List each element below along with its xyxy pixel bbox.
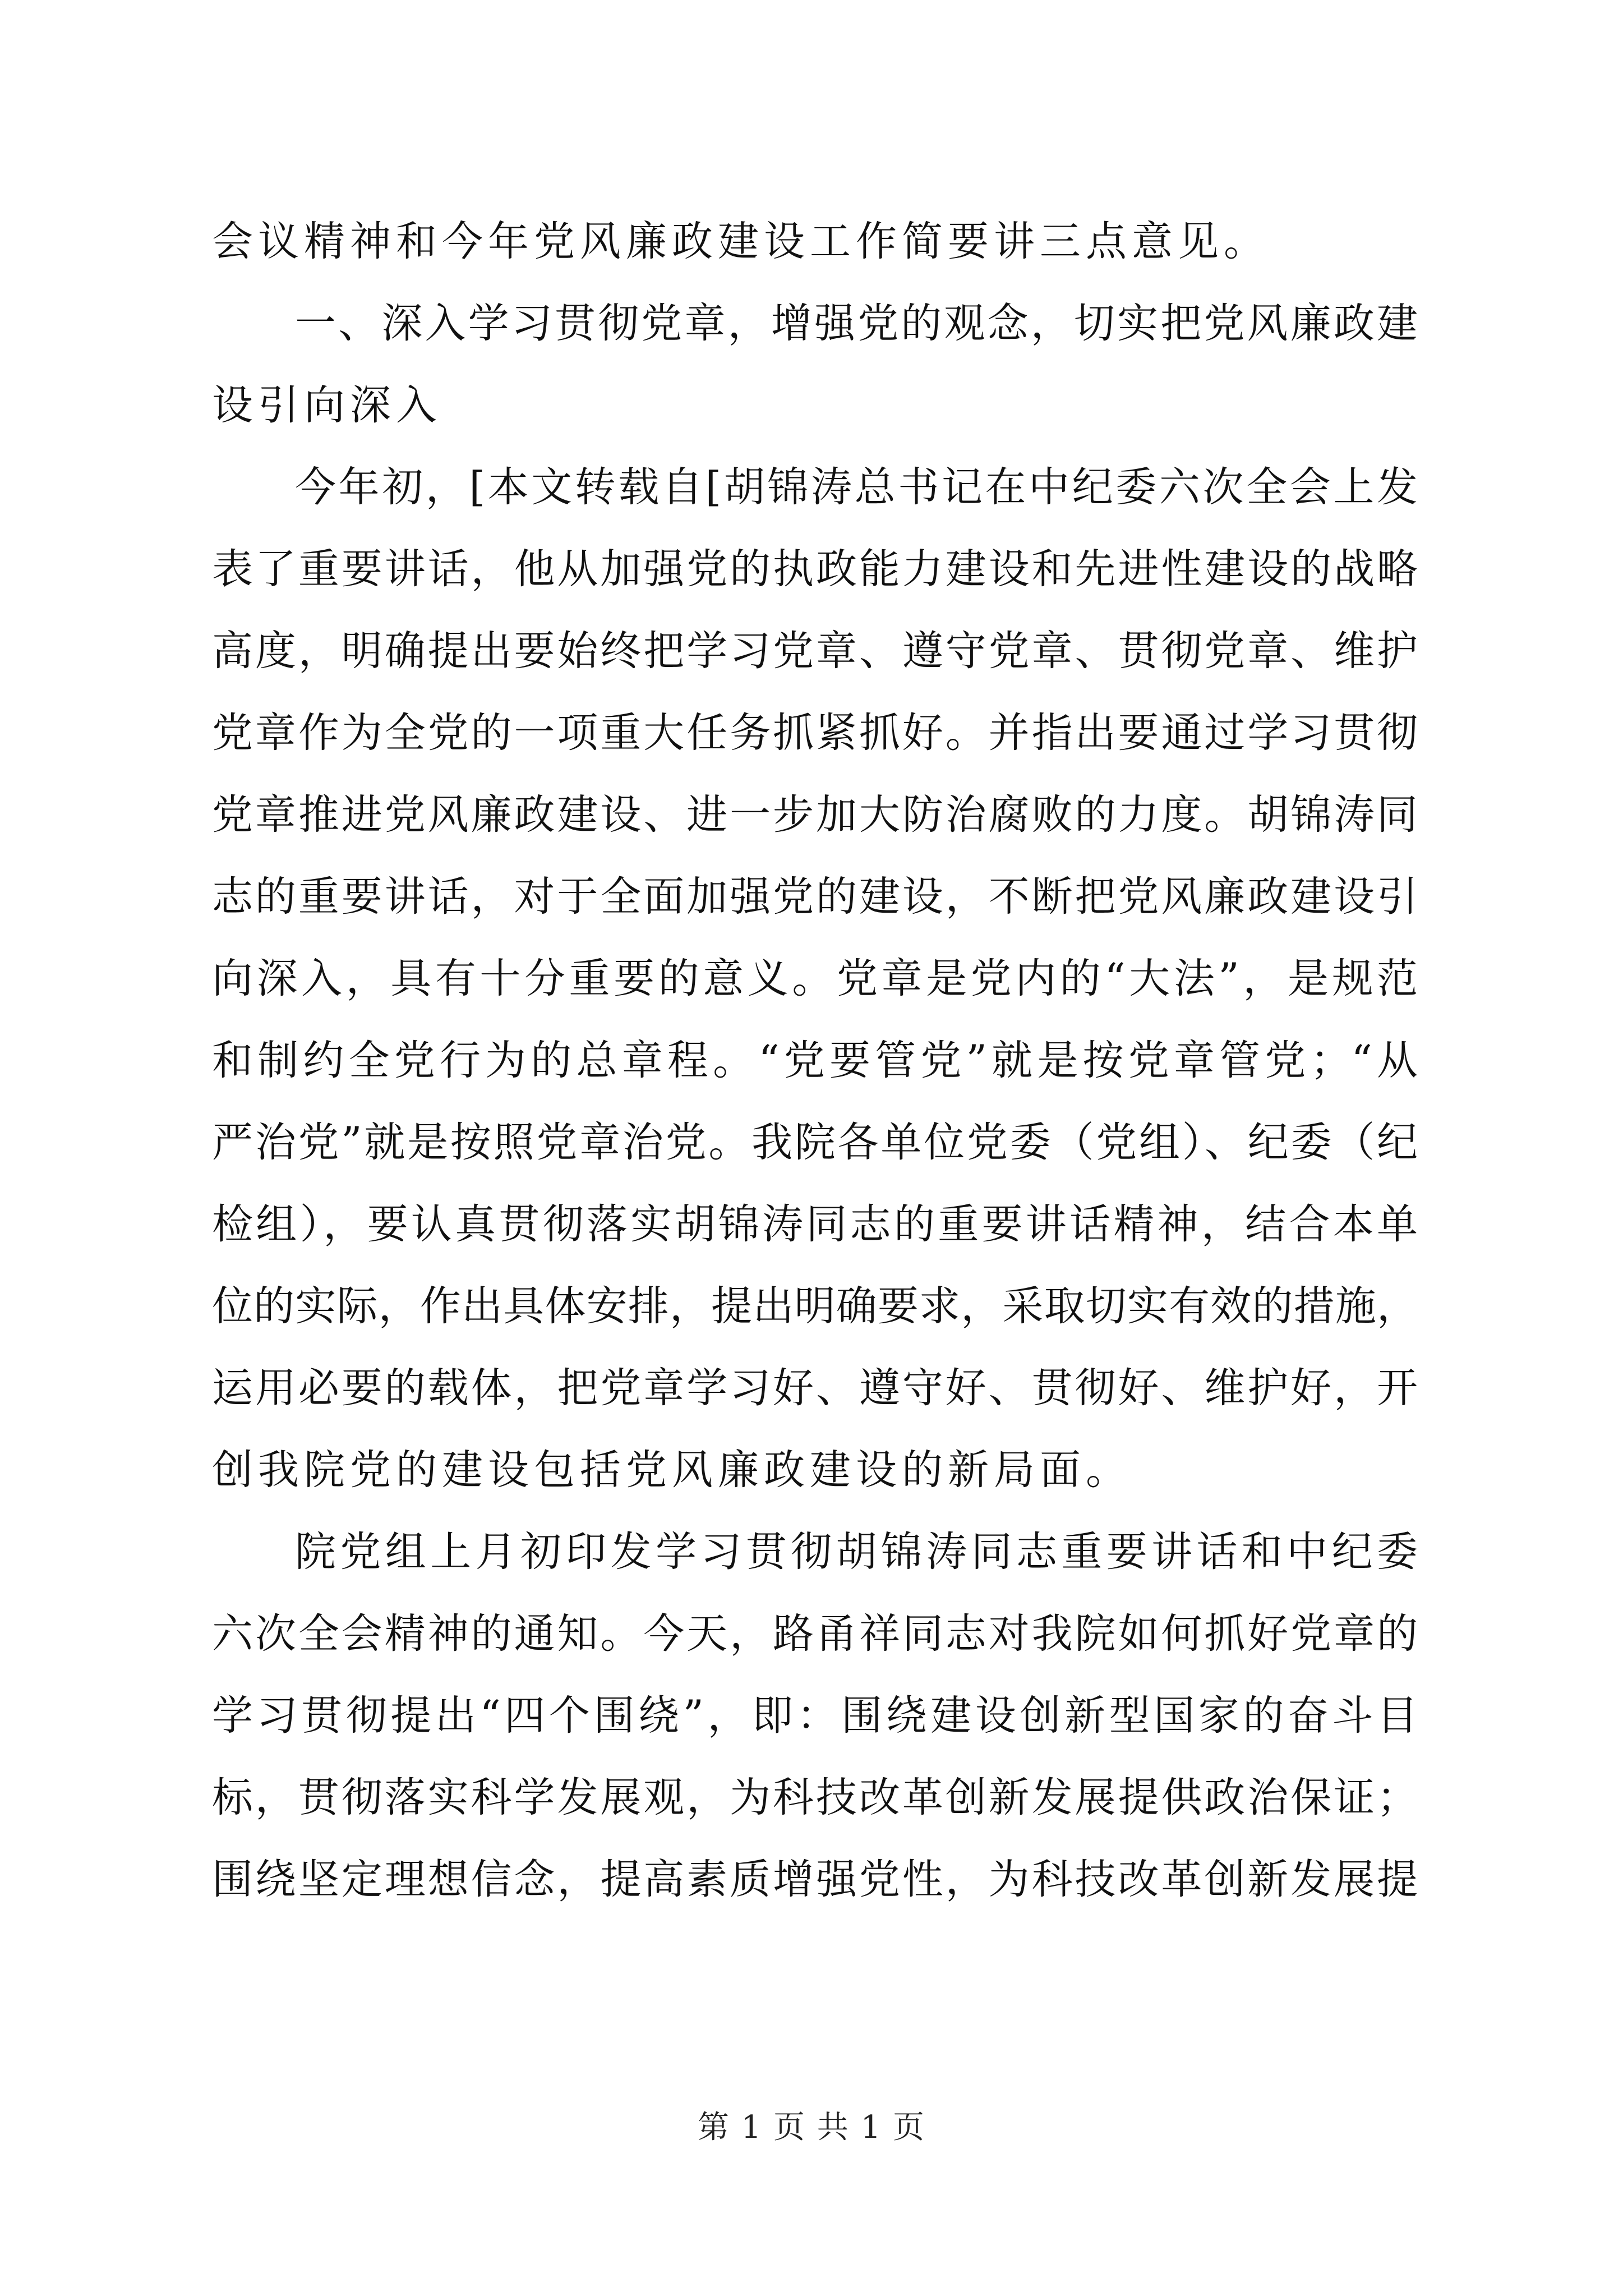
text-line: 会议精神和今年党风廉政建设工作简要讲三点意见。	[212, 218, 1270, 265]
text-line: 党章推进党风廉政建设、进一步加大防治腐败的力度。胡锦涛同	[212, 791, 1418, 839]
text-line: 向深入，具有十分重要的意义。党章是党内的“大法”，是规范	[212, 955, 1418, 1002]
text-line: 运用必要的载体，把党章学习好、遵守好、贯彻好、维护好，开	[212, 1364, 1418, 1412]
page-footer: 第 1 页 共 1 页	[697, 2109, 926, 2146]
text-line: 党章作为全党的一项重大任务抓紧抓好。并指出要通过学习贯彻	[212, 709, 1418, 757]
text-line: 标，贯彻落实科学发展观，为科技改革创新发展提供政治保证；	[212, 1774, 1418, 1821]
text-line: 高度，明确提出要始终把学习党章、遵守党章、贯彻党章、维护	[212, 627, 1418, 675]
text-line: 院党组上月初印发学习贯彻胡锦涛同志重要讲话和中纪委	[295, 1528, 1418, 1576]
text-line: 今年初，[本文转载自[胡锦涛总书记在中纪委六次全会上发	[295, 463, 1418, 511]
text-line: 学习贯彻提出“四个围绕”，即：围绕建设创新型国家的奋斗目	[212, 1692, 1418, 1740]
text-line: 六次全会精神的通知。今天，路甬祥同志对我院如何抓好党章的	[212, 1610, 1418, 1658]
text-line: 表了重要讲话，他从加强党的执政能力建设和先进性建设的战略	[212, 545, 1418, 593]
text-line: 围绕坚定理想信念，提高素质增强党性，为科技改革创新发展提	[212, 1856, 1418, 1903]
text-line: 创我院党的建设包括党风廉政建设的新局面。	[212, 1446, 1132, 1494]
text-line: 和制约全党行为的总章程。“党要管党”就是按党章管党；“从	[212, 1037, 1418, 1084]
text-line: 位的实际，作出具体安排，提出明确要求，采取切实有效的措施，	[212, 1282, 1418, 1330]
text-line: 志的重要讲话，对于全面加强党的建设，不断把党风廉政建设引	[212, 873, 1418, 921]
section-heading-line: 一、深入学习贯彻党章，增强党的观念，切实把党风廉政建	[295, 300, 1418, 347]
text-line: 检组），要认真贯彻落实胡锦涛同志的重要讲话精神，结合本单	[212, 1200, 1418, 1248]
document-body	[212, 201, 1418, 1921]
section-heading-line: 设引向深入	[212, 381, 442, 429]
text-line: 严治党”就是按照党章治党。我院各单位党委（党组）、纪委（纪	[212, 1119, 1418, 1166]
